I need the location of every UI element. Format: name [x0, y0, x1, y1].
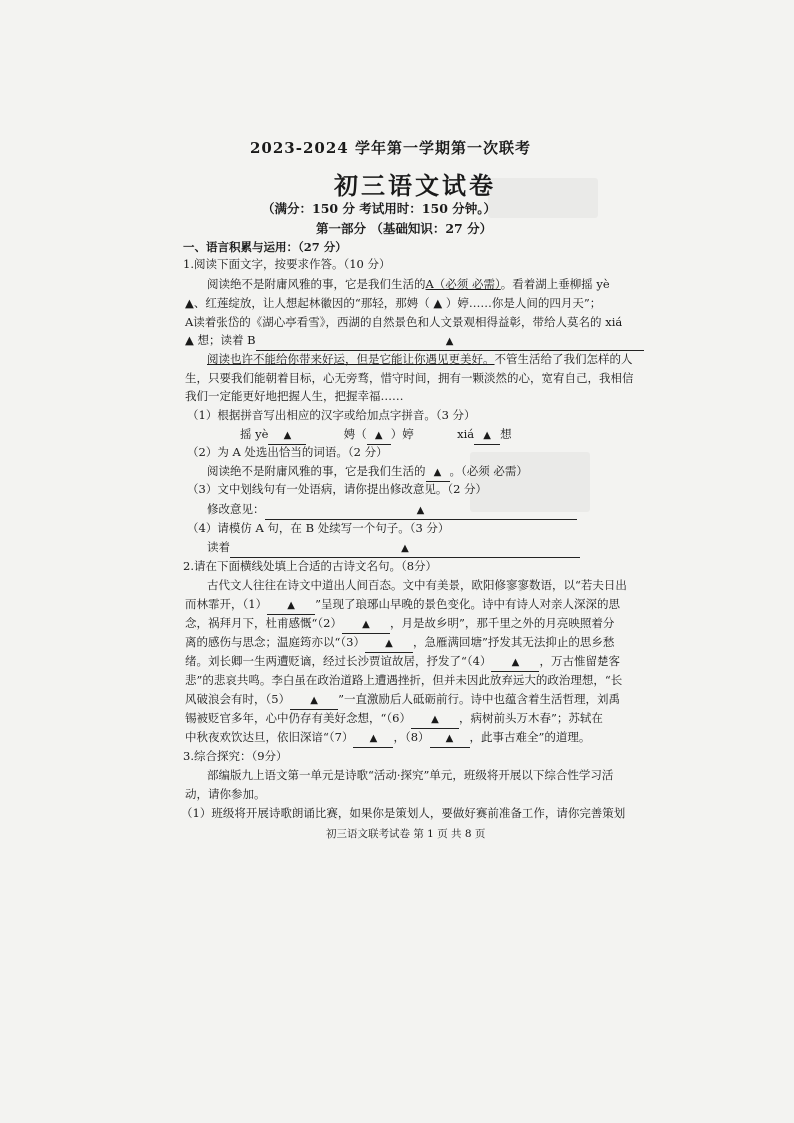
answer-blank[interactable] [474, 426, 500, 445]
triangle-marker: ▲ [287, 600, 295, 611]
section-title: 一、语言积累与运用：（27 分） [183, 240, 347, 254]
triangle-marker: ▲ [401, 543, 409, 554]
subquestion-3-1: （1）班级将开展诗歌朗诵比赛，如果你是策划人，要做好赛前准备工作，请你完善策划 [181, 806, 626, 820]
passage-text: ，病树前头万木春”；苏轼在 [458, 711, 603, 725]
passage-line: 生，只要我们能朝着目标，心无旁骛，惜守时间，拥有一颗淡然的心，宽宥自己，我相信 [185, 371, 634, 385]
passage-line: ▲、红莲绽放，让人想起林徽因的“那轻，那娉（ ▲ ）婷……你是人间的四月天”； [185, 296, 602, 310]
paper-title: 初三语文试卷 [334, 171, 496, 200]
triangle-marker: ▲ [433, 467, 442, 478]
poetry-line [185, 634, 614, 653]
passage-line: A读着张岱的《湖心亭看雪》，西湖的自然景色和人文景观相得益彰，带给人莫名的 xiá [185, 315, 623, 329]
poetry-line [185, 596, 620, 615]
passage-text: ”呈现了琅琊山早晚的景色变化。诗中有诗人对亲人深深的思 [315, 597, 620, 611]
imitation-label: 读着 [207, 540, 230, 554]
question-3-title: 3.综合探究：（9分） [183, 749, 288, 763]
passage-text: 。看着湖上垂柳摇 yè [500, 277, 610, 291]
passage-text: ，万古惟留楚客 [539, 654, 620, 668]
poem-blank-5[interactable] [290, 691, 338, 710]
poetry-line: 悲”的悲哀共鸣。李白虽在政治道路上遭遇挫折，但并未因此放弃远大的政治理想，“长 [185, 673, 623, 687]
page-footer: 初三语文联考试卷 第 1 页 共 8 页 [326, 828, 486, 840]
pinyin-label: xiá [457, 427, 475, 441]
options-text: 。（必须 必需） [449, 464, 528, 478]
subquestion-4: （4）请模仿 A 句，在 B 处续写一个句子。（3 分） [187, 521, 450, 535]
passage-text: 阅读绝不是附庸风雅的事，它是我们生活的 [207, 464, 426, 478]
poetry-line [185, 653, 620, 672]
part-heading: 第一部分 （基础知识：27 分） [316, 221, 493, 236]
passage-line [207, 351, 633, 367]
triangle-marker: ▲ [310, 695, 318, 706]
poem-blank-1[interactable] [267, 596, 315, 615]
poetry-line [185, 729, 590, 748]
triangle-marker: ▲ [445, 336, 454, 347]
triangle-marker: ▲ [374, 430, 383, 441]
blank-b[interactable] [256, 332, 644, 351]
triangle-marker: ▲ [385, 638, 393, 649]
answer-blank[interactable] [268, 426, 306, 445]
subquestion-3: （3）文中划线句有一处语病，请你提出修改意见。（2 分） [187, 482, 488, 496]
question-2-title: 2.请在下面横线处填上合适的古诗文名句。（8分） [183, 559, 438, 573]
pinyin-label: 想 [500, 427, 512, 441]
answer-blank[interactable] [367, 426, 391, 445]
passage-text: 风破浪会有时，（5） [185, 692, 291, 706]
triangle-marker: ▲ [445, 733, 454, 744]
pinyin-label: 娉（ [343, 427, 367, 441]
pinyin-label: ）婷 [390, 427, 414, 441]
bleed-through-mark [488, 178, 598, 218]
passage-line [207, 276, 610, 292]
passage-text: ，急雁满回塘”抒发其无法抑止的思乡愁 [412, 635, 615, 649]
triangle-marker: ▲ [511, 657, 520, 668]
poetry-line [185, 615, 614, 634]
pinyin-row [240, 426, 512, 445]
passage-text: ，月是故乡明”，那千里之外的月亮映照着分 [389, 616, 615, 630]
passage-text: 中秋夜欢饮达旦，依旧深谙“（7） [185, 730, 354, 744]
poem-blank-8[interactable] [430, 729, 470, 748]
passage-text: ”一直激励后人砥砺前行。诗中也蕴含着生活哲理，刘禹 [338, 692, 620, 706]
imitation-answer-line[interactable] [230, 539, 580, 558]
passage-blank-a: A（必须 必需） [425, 277, 501, 291]
answer-blank[interactable] [426, 463, 450, 482]
poetry-line [185, 710, 603, 729]
poem-blank-2[interactable] [342, 615, 390, 634]
activity-line: 动，请你参加。 [185, 787, 266, 801]
poem-blank-3[interactable] [365, 634, 413, 653]
revision-answer-line[interactable] [265, 501, 577, 520]
subquestion-1: （1）根据拼音写出相应的汉字或给加点字拼音。（3 分） [187, 408, 476, 422]
passage-text: ，（8） [393, 730, 430, 744]
passage-text: 不管生活给了我们怎样的人 [494, 352, 633, 366]
revision-row [207, 501, 577, 520]
subquestion-2: （2）为 A 处选出恰当的词语。（2 分） [187, 445, 388, 459]
underlined-sentence: 阅读也许不能给你带来好运，但是它能让你遇见更美好。 [207, 352, 495, 366]
passage-text: 阅读绝不是附庸风雅的事，它是我们生活的 [207, 277, 426, 291]
triangle-marker: ▲ [416, 505, 425, 516]
passage-line-b [185, 332, 644, 351]
poem-blank-4[interactable] [491, 653, 539, 672]
passage-text: ，此事古难全”的道理。 [469, 730, 591, 744]
triangle-marker: ▲ [362, 619, 370, 630]
passage-text: 念，祸拜月下，杜甫感慨“（2） [185, 616, 342, 630]
question-1-title: 1.阅读下面文字，按要求作答。（10 分） [183, 257, 391, 271]
exam-meta: （满分：150 分 考试用时：150 分钟。） [262, 201, 496, 216]
revision-label: 修改意见： [207, 502, 265, 516]
poetry-line [185, 691, 620, 710]
triangle-marker: ▲ [369, 733, 378, 744]
pinyin-label: 摇 yè [240, 427, 269, 441]
poem-blank-6[interactable] [411, 710, 459, 729]
exam-title: 2023-2024 学年第一学期第一次联考 [250, 139, 531, 157]
passage-text: 锡被贬官多年，心中仍存有美好念想，“（6） [185, 711, 411, 725]
poetry-line: 古代文人往往在诗文中道出人间百态。文中有美景，欧阳修寥寥数语，以“若夫日出 [207, 578, 627, 592]
passage-line: 我们一定能更好地把握人生，把握幸福…… [185, 389, 404, 403]
passage-text: 离的感伤与思念；温庭筠亦以“（3） [185, 635, 365, 649]
subquestion-2-line [207, 463, 528, 482]
imitation-row [207, 539, 580, 558]
activity-line: 部编版九上语文第一单元是诗歌“活动·探究”单元，班级将开展以下综合性学习活 [207, 768, 614, 782]
poem-blank-7[interactable] [353, 729, 393, 748]
passage-text: 而林霏开，（1） [185, 597, 268, 611]
triangle-marker: ▲ [283, 430, 292, 441]
triangle-marker: ▲ [431, 714, 439, 725]
passage-text: ▲ 想；读着 B [185, 333, 256, 347]
passage-text: 绪。刘长卿一生两遭贬谪，经过长沙贾谊故居，抒发了“（4） [185, 654, 492, 668]
triangle-marker: ▲ [483, 430, 491, 441]
